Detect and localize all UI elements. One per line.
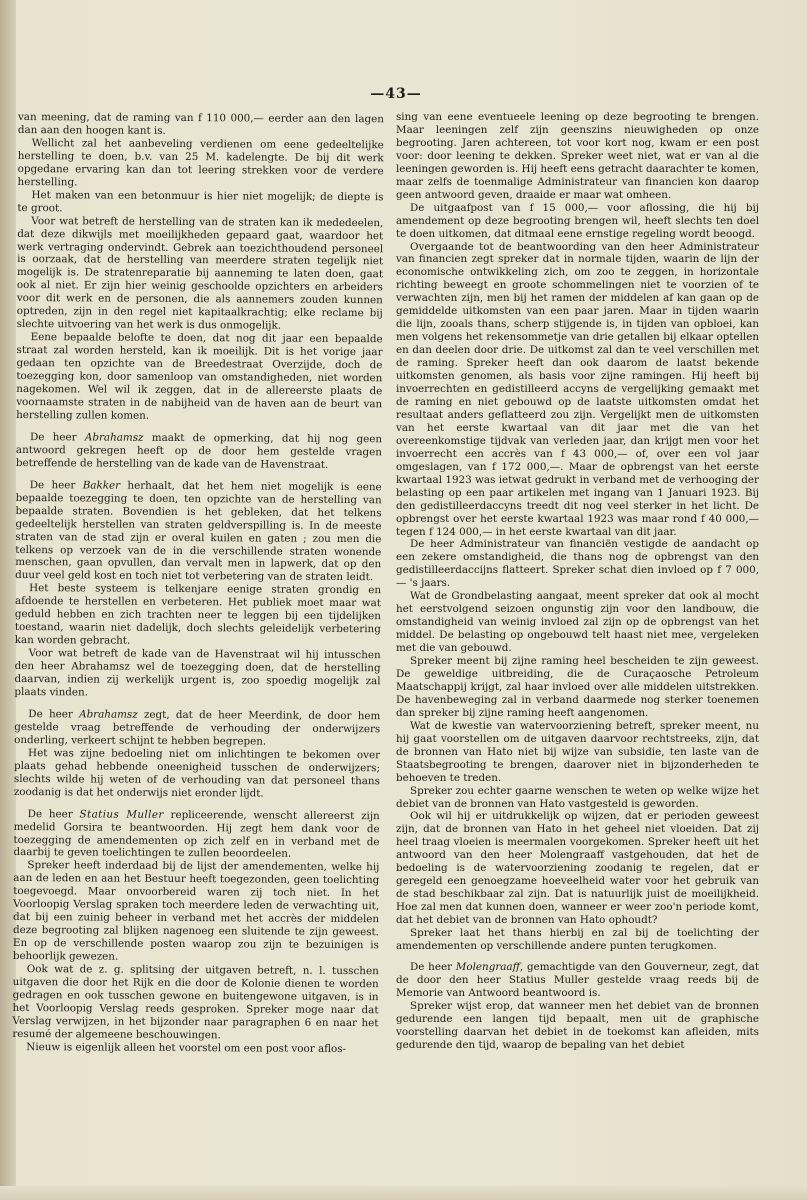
paragraph: Spreker zou echter gaarne wenschen te weten op welke wijze het debiet van de bronnen van Hato vastgesteld is geworden. [396, 784, 759, 810]
paragraph: Spreker heeft inderdaad bij de lijst der amendementen, welke hij aan de leden en aan het Bestuur heeft toegezonden, geen toelichting toegevoegd. Maar onvoorbereid waren zij toch niet. In het Voorloopig Verslag spraken toch meerdere leden de verwachting uit, dat bij een zuinig beheer in verband met het accrès der middelen deze begrooting zal blijken nagenoeg een sluitende te zijn geweest. En op de verschillende posten waarop zou zijn te bezuinigen is behoorlijk gewezen. [12, 859, 380, 963]
paragraph: Wellicht zal het aanbeveling verdienen om eene gedeeltelijke herstelling te doen, b.v. van 25 M. kadelengte. De bij dit werk opgedane ervaring kan dan tot leering strekken voor de verdere herstelling. [17, 136, 384, 189]
right-column [396, 111, 759, 1052]
page-bottom-edge [0, 1186, 807, 1200]
paragraph: Wat de kwestie van watervoorziening betreft, spreker meent, nu hij gaat voorstellen om de uitgaven daarvoor rechtstreeks, zijn, dat de bronnen van Hato niet bij wijze van subsidie, ten laste van de Staatsbegrooting te brengen, daarover niet in bijzonderheden te behoeven te treden. [396, 719, 759, 784]
paragraph: Ook wat de z. g. splitsing der uitgaven betreft, n. l. tusschen uitgaven die door het Rijk en die door de Kolonie dienen te worden gedragen en ook tusschen gewone en buitengewone uitgaven, is in het Voorloopig Verslag reeds gesproken. Spreker moge naar dat Verslag verwijzen, in het bijzonder naar paragraphen 6 en naar het resumé der algemeene beschouwingen. [12, 963, 379, 1042]
paragraph-text: maakt de opmerking, dat hij nog geen antwoord gekregen heeft op de door hem gestelde vragen betreffende de herstelling van de kade van de Havenstraat. [15, 431, 383, 471]
paragraph: sing van eene eventueele leening op deze begrooting te brengen. Maar leeningen zelf zijn geenszins nieuwigheden op onze begrooting. Jaren achtereen, tot voor kort nog, kwam er een post voor: door leening te dekken. Spreker weet niet, wat er van al die leeningen geworden is. Hij heeft eens getracht daarachter te komen, maar zelfs de toenmalige Administrateur van financien kon daarop geen antwoord geven, draaide er maar wat omheen. [396, 111, 759, 201]
paragraph: De heer Administrateur van financiën vestigde de aandacht op een zekere omstandigheid, die thans nog de opbrengst van den gedistilleerdaccijns flatteert. Spreker schat dien invloed op f 7 000,— 's jaars. [396, 538, 759, 590]
left-column [12, 111, 384, 1056]
paragraph-text: herhaalt, dat het hem niet mogelijk is eene bepaalde toezegging te doen, ten opzichte van de herstelling van bepaalde straten. Bovendien is het gebleken, dat het telkens gedeeltelijk herstellen van straten geldverspilling is. In de meeste straten van de stad zijn er overal kuilen en gaten ; zou men die telkens op verzoek van de in die verschillende straten wonende menschen, gaan opvullen, dan vervalt men in lapwerk, dat op den duur veel geld kost en toch niet tot verbetering van de straten leidt. [15, 479, 382, 584]
speaker-prefix: De heer [29, 478, 83, 492]
paragraph-text: , gemachtigde van den Gouverneur, zegt, dat de door den heer Statius Muller gestelde vraag reeds bij de Memorie van Antwoord beantwoord is. [396, 960, 760, 999]
paragraph: Spreker wijst erop, dat wanneer men het debiet van de bronnen gedurende een langen tijd bepaalt, men uit de graphische voorstelling daarvan het debiet in de toekomst kan afleiden, mits gedurende den tijd, waarop de bepaling van het debiet [396, 999, 759, 1051]
speaker-name: Bakker [82, 479, 121, 492]
paragraph: Het beste systeem is telkenjare eenige straten grondig en afdoende te herstellen en verbeteren. Het publiek moet maar wat geduld hebben en zich trachten neer te leggen bij een tijdelijken toestand, waarin niet dadelijk, doch slechts geleidelijk verbetering kan worden gebracht. [14, 582, 382, 647]
page-number: —43— [370, 86, 422, 102]
paragraph: Voor wat betreft de kade van de Havenstraat wil hij intusschen den heer Abrahamsz wel de toezegging doen, dat de herstelling daarvan, indien zij werkelijk urgent is, zoo spoedig mogelijk zal plaats vinden. [14, 647, 381, 699]
paragraph: Het was zijne bedoeling niet om inlichtingen te bekomen over plaats gehad hebbende oneenigheid tusschen de onderwijzers; slechts wilde hij weten of de verhouding van dat personeel thans zoodanig is dat het onderwijs niet eronder lijdt. [13, 746, 381, 800]
speaker-prefix: De heer [29, 430, 85, 444]
speaker-name: Abrahamsz [84, 431, 144, 444]
speaker-paragraph [14, 708, 380, 749]
speaker-name: Molengraaff [455, 960, 520, 973]
paragraph: Voor wat betreft de herstelling van de straten kan ik mededeelen, dat deze dikwijls met moeilijkheden gepaard gaat, waardoor het werk vertraging ondervindt. Gebrek aan toezichthoudend personeel is oorzaak, dat de herstelling van meerdere straten tegelijk niet mogelijk is. De stratenreparatie bij aanneming te laten doen, gaat ook al niet. Er zijn hier weinig geschoolde opzichters en arbeiders voor dit werk en de personen, die als aannemers zouden kunnen optreden, zijn in den regel niet kapitaalkrachtig; elke reclame bij slechte uitvoering van het werk is dus onmogelijk. [16, 214, 384, 332]
paragraph: Overgaande tot de beantwoording van den heer Administrateur van financien zegt spreker dat in normale tijden, waarin de lijn der economische ontwikkeling zich, om zoo te zeggen, in horizontale richting beweegt en groote schommelingen niet te voorzien of te verwachten zijn, men bij het ramen der middelen af kan gaan op de gemiddelde uitkomsten van een paar jaren. Maar in tijden waarin die lijn, zooals thans, scherp stijgende is, in tijden van opbloei, kan men volgens het rekensommetje van drie getallen bij elkaar optellen en dan deelen door drie. De uitkomst zal dan te veel verschillen met de raming. Spreker heeft dan ook daarom de laatst bekende uitkomsten genomen, als basis voor zijne ramingen. Hij heeft bij invoerrechten en gedistilleerd accyns de vergelijking gemaakt met de raming en niet gebouwd op de laatste uitkomsten omdat het resultaat anders geflatteerd zou zijn. Vergelijkt men de uitkomsten van het eerste kwartaal van dit jaar met die van het overeenkomstige tijdvak van verleden jaar, dan krijgt men voor het invoerrecht een accrès van f 43 000,— of, over een vol jaar omgeslagen, van f 172 000,—. Maar de opbrengst van het eerste kwartaal 1923 was ietwat gedrukt in verband met de verhooging der belasting op een paar artikelen met ingang van 1 Januari 1923. Bij den gedistilleerdaccyns treedt dit nog veel sterker in het licht. De opbrengst over het eerste kwartaal 1923 was maar rond f 40 000,— tegen f 124 000,— in het eerste kwartaal van dit jaar. [396, 240, 759, 538]
speaker-paragraph [13, 808, 379, 862]
speaker-paragraph [396, 961, 759, 1000]
speaker-paragraph [16, 431, 382, 472]
speaker-prefix: De heer [28, 708, 80, 721]
paragraph-text: repliceerende, wenscht allereerst zijn medelid Gorsira te beantwoorden. Hij zegt hem dank voor de toezegging de amendementen op zich zelf en in verband met de daarbij te geven toelichtingen te zullen beoordeelen. [13, 808, 380, 861]
paragraph: Spreker laat het thans hierbij en zal bij de toelichting der amendementen op verschillende andere punten terugkomen. [396, 927, 759, 952]
paragraph-text: zegt, dat de heer Meerdink, de door hem gestelde vraag betreffende de verhouding der onderwijzers onderling, verkeert schijnt te hebben begrepen. [14, 708, 381, 748]
paragraph: Wat de Grondbelasting aangaat, meent spreker dat ook al mocht het eerstvolgend seizoen ongunstig zijn voor den landbouw, die omstandigheid van weinig invloed zal zijn op de opbrengst van het middel. De belasting op ongebouwd telt haast niet mee, vergeleken met die van gebouwd. [396, 590, 759, 655]
speaker-prefix: De heer [27, 807, 80, 820]
speaker-prefix: De heer [410, 960, 456, 973]
speaker-paragraph [15, 479, 382, 585]
paragraph: van meening, dat de raming van f 110 000,— eerder aan den lagen dan aan den hoogen kant is. [17, 111, 384, 137]
paragraph: Spreker meent bij zijne raming heel bescheiden te zijn geweest. De geweldige uitbreiding, die de Curaçaosche Petroleum Maatschappij krijgt, zal haar invloed over alle middelen uitstrekken. De havenbeweging zal in verband daarmede nog sterker toenemen dan spreker bij zijne raming heeft aangenomen. [396, 655, 759, 719]
paragraph: Ook wil hij er uitdrukkelijk op wijzen, dat er perioden geweest zijn, dat de bronnen van Hato in het geheel niet vloeiden. Dat zij heel traag vloeien is meermalen voorgekomen. Spreker heeft uit het antwoord van den heer Molengraaff vastgehouden, dat het de bedoeling is de watervoorziening zoodanig te regelen, dat er geregeld een genoegzame hoeveelheid water voor het gebruik van de stad beschikbaar zal zijn. Dat is natuurlijk juist de moeilijkheid. Hoe zal men dat kunnen doen, wanneer er weer zoo'n periode komt, dat het debiet van de bronnen van Hato ophoudt? [396, 810, 759, 927]
paragraph: De uitgaafpost van f 15 000,— voor aflossing, die hij bij amendement op deze begrooting brengen wil, heeft slechts ten doel te doen uitkomen, dat ditmaal eene ernstige regeling wordt beoogd. [396, 201, 759, 240]
paragraph: Eene bepaalde belofte te doen, dat nog dit jaar een bepaalde straat zal worden hersteld, kan ik moeilijk. Dit is het vorige jaar gedaan ten opzichte van de Breedestraat Overzijde, doch de toezegging kon, door samenloop van omstandigheden, niet worden nagekomen. Wel wil ik zeggen, dat in de allereerste plaats de voornaamste straten in de nabijheid van de haven aan de beurt van herstelling zullen komen. [16, 331, 383, 422]
paragraph: Het maken van een betonmuur is hier niet mogelijk; de diepte is te groot. [17, 188, 384, 214]
paragraph: Nieuw is eigenlijk alleen het voorstel om een post voor aflos- [26, 1040, 347, 1055]
speaker-name: Statius Muller [79, 807, 164, 821]
speaker-name: Abrahamsz [79, 708, 138, 721]
